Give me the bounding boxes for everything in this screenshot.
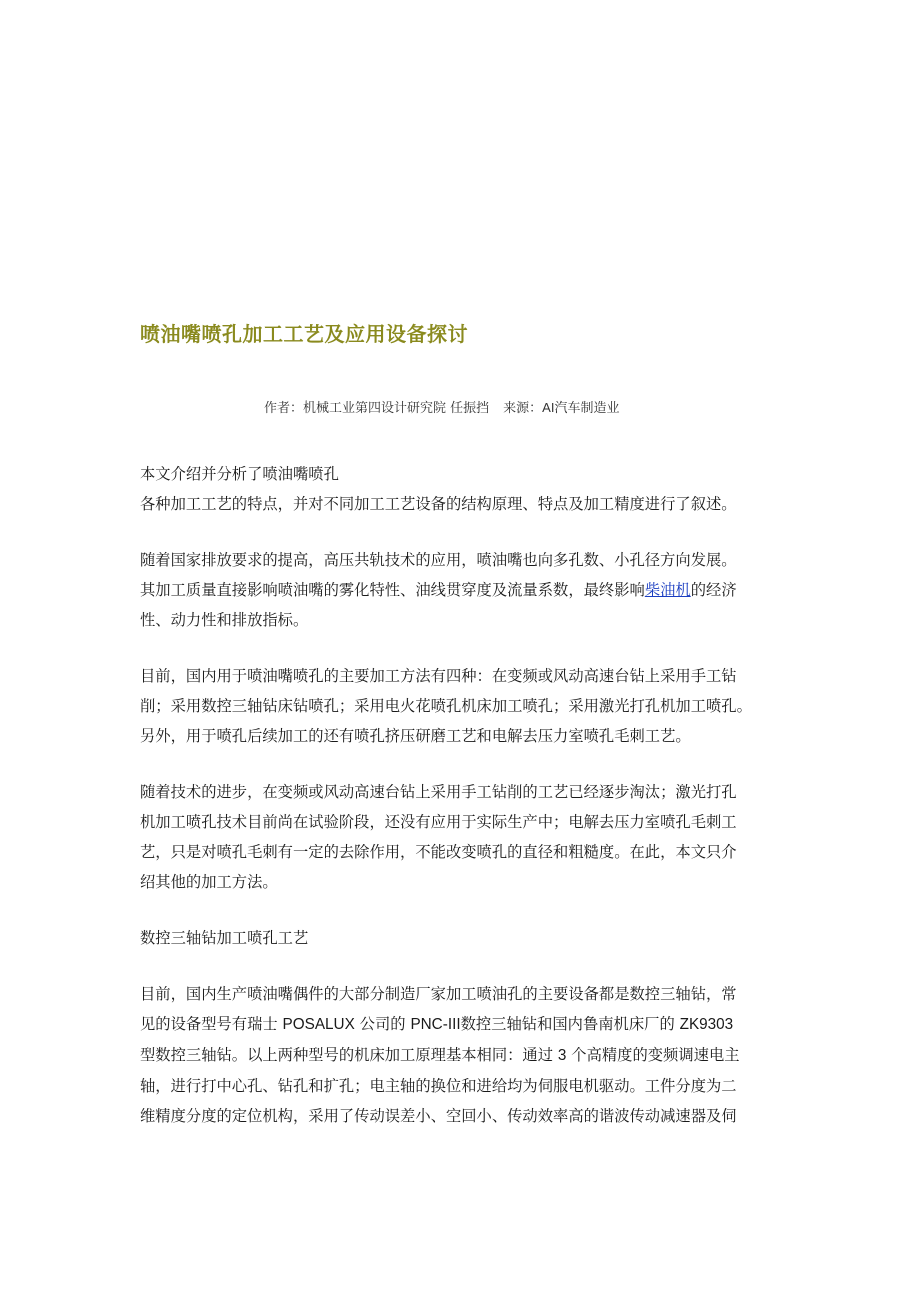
p1-line-1: 随着国家排放要求的提高，高压共轨技术的应用，喷油嘴也向多孔数、小孔径方向发展。	[140, 551, 737, 569]
intro-line-2: 各种加工工艺的特点，并对不同加工工艺设备的结构原理、特点及加工精度进行了叙述。	[140, 495, 737, 513]
model-zk9303: ZK9303	[679, 1016, 734, 1033]
paragraph-2	[140, 661, 780, 751]
p4-line-5: 维精度分度的定位机构，采用了传动误差小、空回小、传动效率高的谐波传动减速器及伺	[140, 1107, 737, 1125]
spindle-count: 3	[557, 1047, 567, 1064]
p4-line-3	[140, 1040, 780, 1071]
p2-line-2: 削；采用数控三轴钻床钻喷孔；采用电火花喷孔机床加工喷孔；采用激光打孔机加工喷孔。	[140, 697, 752, 715]
p3-line-2: 机加工喷孔技术目前尚在试验阶段，还没有应用于实际生产中；电解去压力室喷孔毛刺工	[140, 813, 737, 831]
section-heading	[140, 923, 780, 953]
p4-line-4: 轴，进行打中心孔、钻孔和扩孔；电主轴的换位和进给均为伺服电机驱动。工件分度为二	[140, 1077, 737, 1095]
paragraph-1	[140, 545, 780, 635]
p4-line-2-text-a: 见的设备型号有瑞士	[140, 1015, 283, 1033]
paragraph-4	[140, 979, 780, 1131]
p1-line-3: 性、动力性和排放指标。	[140, 611, 309, 629]
p4-line-2	[140, 1009, 780, 1040]
author-label: 作者：机械工业第四设计研究院 任振挡	[264, 401, 490, 416]
intro-line-1: 本文介绍并分析了喷油嘴喷孔	[140, 465, 339, 483]
p4-line-3-text-b: 个高精度的变频调速电主	[566, 1046, 740, 1064]
p1-line-2	[140, 575, 780, 605]
intro-paragraph	[140, 459, 780, 519]
p4-line-2-text-b: 公司的	[354, 1015, 411, 1033]
p1-line-2-text-a: 其加工质量直接影响喷油嘴的雾化特性、油线贯穿度及流量系数，最终影响	[140, 581, 645, 599]
article-title: 喷油嘴喷孔加工工艺及应用设备探讨	[140, 322, 468, 346]
model-pnc-iii: PNC-III	[410, 1016, 461, 1033]
diesel-engine-link[interactable]: 柴油机	[644, 581, 691, 599]
p4-line-1: 目前，国内生产喷油嘴偶件的大部分制造厂家加工喷油孔的主要设备都是数控三轴钻，常	[140, 985, 737, 1003]
p4-line-3-text-a: 型数控三轴钻。以上两种型号的机床加工原理基本相同：通过	[140, 1046, 558, 1064]
p2-line-3: 另外，用于喷孔后续加工的还有喷孔挤压研磨工艺和电解去压力室喷孔毛刺工艺。	[140, 727, 691, 745]
p1-line-2-text-b: 的经济	[690, 581, 737, 599]
section-heading-text: 数控三轴钻加工喷孔工艺	[140, 929, 309, 947]
byline	[264, 397, 619, 416]
paragraph-3	[140, 777, 780, 897]
source-name: 汽车制造业	[554, 401, 620, 416]
source-label: 来源：	[503, 401, 543, 416]
brand-posalux: POSALUX	[282, 1016, 355, 1033]
source-prefix: AI	[542, 400, 555, 415]
p3-line-3: 艺，只是对喷孔毛刺有一定的去除作用，不能改变喷孔的直径和粗糙度。在此，本文只介	[140, 843, 737, 861]
p3-line-4: 绍其他的加工方法。	[140, 873, 278, 891]
p4-line-2-text-c: 数控三轴钻和国内鲁南机床厂的	[460, 1015, 680, 1033]
p3-line-1: 随着技术的进步，在变频或风动高速台钻上采用手工钻削的工艺已经逐步淘汰；激光打孔	[140, 783, 737, 801]
p2-line-1: 目前，国内用于喷油嘴喷孔的主要加工方法有四种：在变频或风动高速台钻上采用手工钻	[140, 667, 737, 685]
article-body	[140, 459, 780, 1157]
